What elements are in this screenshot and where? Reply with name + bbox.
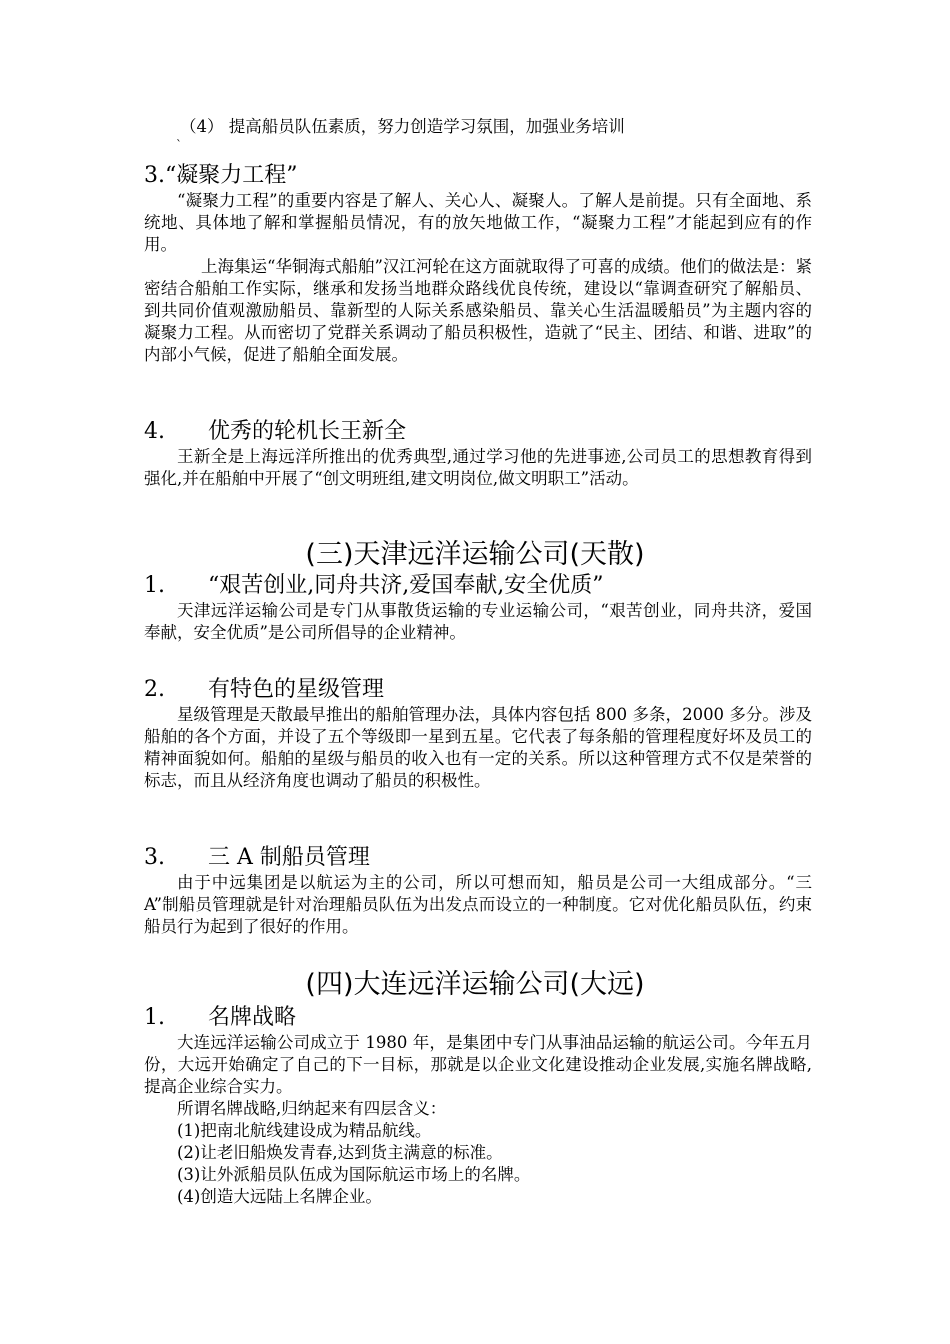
paragraph: 上海集运“华铜海式船舶”汉江河轮在这方面就取得了可喜的成绩。他们的做法是：紧密结合船舶工作实际，继承和发扬当地群众路线优良传统，建设以“靠调查研究了解船员、到共同价值观激励船员、靠新型的人际关系感染船员、靠关心生活温暖船员”为主题内容的凝聚力工程。从而密切了党群关系调动了船员积极性，造就了“民主、团结、和谐、进取”的内部小气候，促进了船舶全面发展。: [144, 257, 812, 364]
paragraph: “凝聚力工程”的重要内容是了解人、关心人、凝聚人。了解人是前提。只有全面地、系统地、具体地了解和掌握船员情况，有的放矢地做工作，“凝聚力工程”才能起到应有的作用。: [144, 191, 812, 254]
heading-number: 1.: [144, 573, 165, 598]
paragraph: 所谓名牌战略,归纳起来有四层含义：: [177, 1099, 447, 1118]
heading-number: 4.: [144, 419, 165, 444]
heading-star-management: [144, 676, 812, 704]
paragraph: 星级管理是天散最早推出的船舶管理办法，具体内容包括 800 多条，2000 多分。涉及船舶的各个方面，并设了五个等级即一星到五星。它代表了每条船的管理程度好坏及员工的精神面貌如何。船舶的星级与船员的收入也有一定的关系。所以这种管理方式不仅是荣誉的标志，而且从经济角度也调动了船员的积极性。: [144, 705, 812, 790]
heading-number: 2.: [144, 677, 165, 702]
item-4-line: （4） 提高船员队伍素质，努力创造学习氛围，加强业务培训: [180, 117, 625, 136]
heading-title: 名牌战略: [208, 1005, 297, 1030]
section-title-dalian: (四)大连远洋运输公司(大远): [305, 969, 645, 1000]
list-item: (1)把南北航线建设成为精品航线。: [177, 1121, 432, 1140]
tianjin-item-2: [144, 676, 812, 792]
heading-brand-strategy: [144, 1004, 812, 1032]
paragraph: 天津远洋运输公司是专门从事散货运输的专业运输公司，“艰苦创业，同舟共济，爱国奉献，安全优质”是公司所倡导的企业精神。: [144, 601, 812, 642]
heading-engineer: [144, 418, 812, 446]
heading-title: 三 A 制船员管理: [208, 845, 370, 870]
heading-title: “凝聚力工程”: [165, 163, 298, 188]
dalian-item-1: [144, 1004, 812, 1208]
tick-mark: `: [176, 138, 182, 152]
tianjin-item-1: [144, 572, 812, 644]
heading-number: 3.: [144, 845, 165, 870]
section-4-engineer: [144, 418, 812, 490]
heading-spirit: [144, 572, 812, 600]
heading-cohesion: [144, 162, 812, 190]
paragraph: 王新全是上海远洋所推出的优秀典型,通过学习他的先进事迹,公司员工的思想教育得到强化,并在船舶中开展了“创文明班组,建文明岗位,做文明职工”活动。: [144, 447, 812, 488]
section-3-cohesion: [144, 162, 812, 366]
heading-number: 3.: [144, 163, 165, 188]
heading-title: “艰苦创业,同舟共济,爱国奉献,安全优质”: [208, 573, 604, 598]
heading-title: 有特色的星级管理: [208, 677, 385, 702]
list-item: (2)让老旧船焕发青春,达到货主满意的标准。: [177, 1143, 503, 1162]
heading-number: 1.: [144, 1005, 165, 1030]
list-item: (3)让外派船员队伍成为国际航运市场上的名牌。: [177, 1165, 531, 1184]
tianjin-item-3: [144, 844, 812, 938]
paragraph: 由于中远集团是以航运为主的公司，所以可想而知，船员是公司一大组成部分。“三 A”制船员管理就是针对治理船员队伍为出发点而设立的一种制度。它对优化船员队伍，约束船员行为起到了很好的作用。: [144, 873, 812, 936]
list-item: (4)创造大远陆上名牌企业。: [177, 1187, 382, 1206]
section-title-tianjin: (三)天津远洋运输公司(天散): [305, 539, 645, 570]
heading-three-a: [144, 844, 812, 872]
heading-title: 优秀的轮机长王新全: [208, 419, 407, 444]
paragraph: 大连远洋运输公司成立于 1980 年，是集团中专门从事油品运输的航运公司。今年五月份，大远开始确定了自己的下一目标，那就是以企业文化建设推动企业发展,实施名牌战略,提高企业综合实力。: [144, 1033, 812, 1096]
